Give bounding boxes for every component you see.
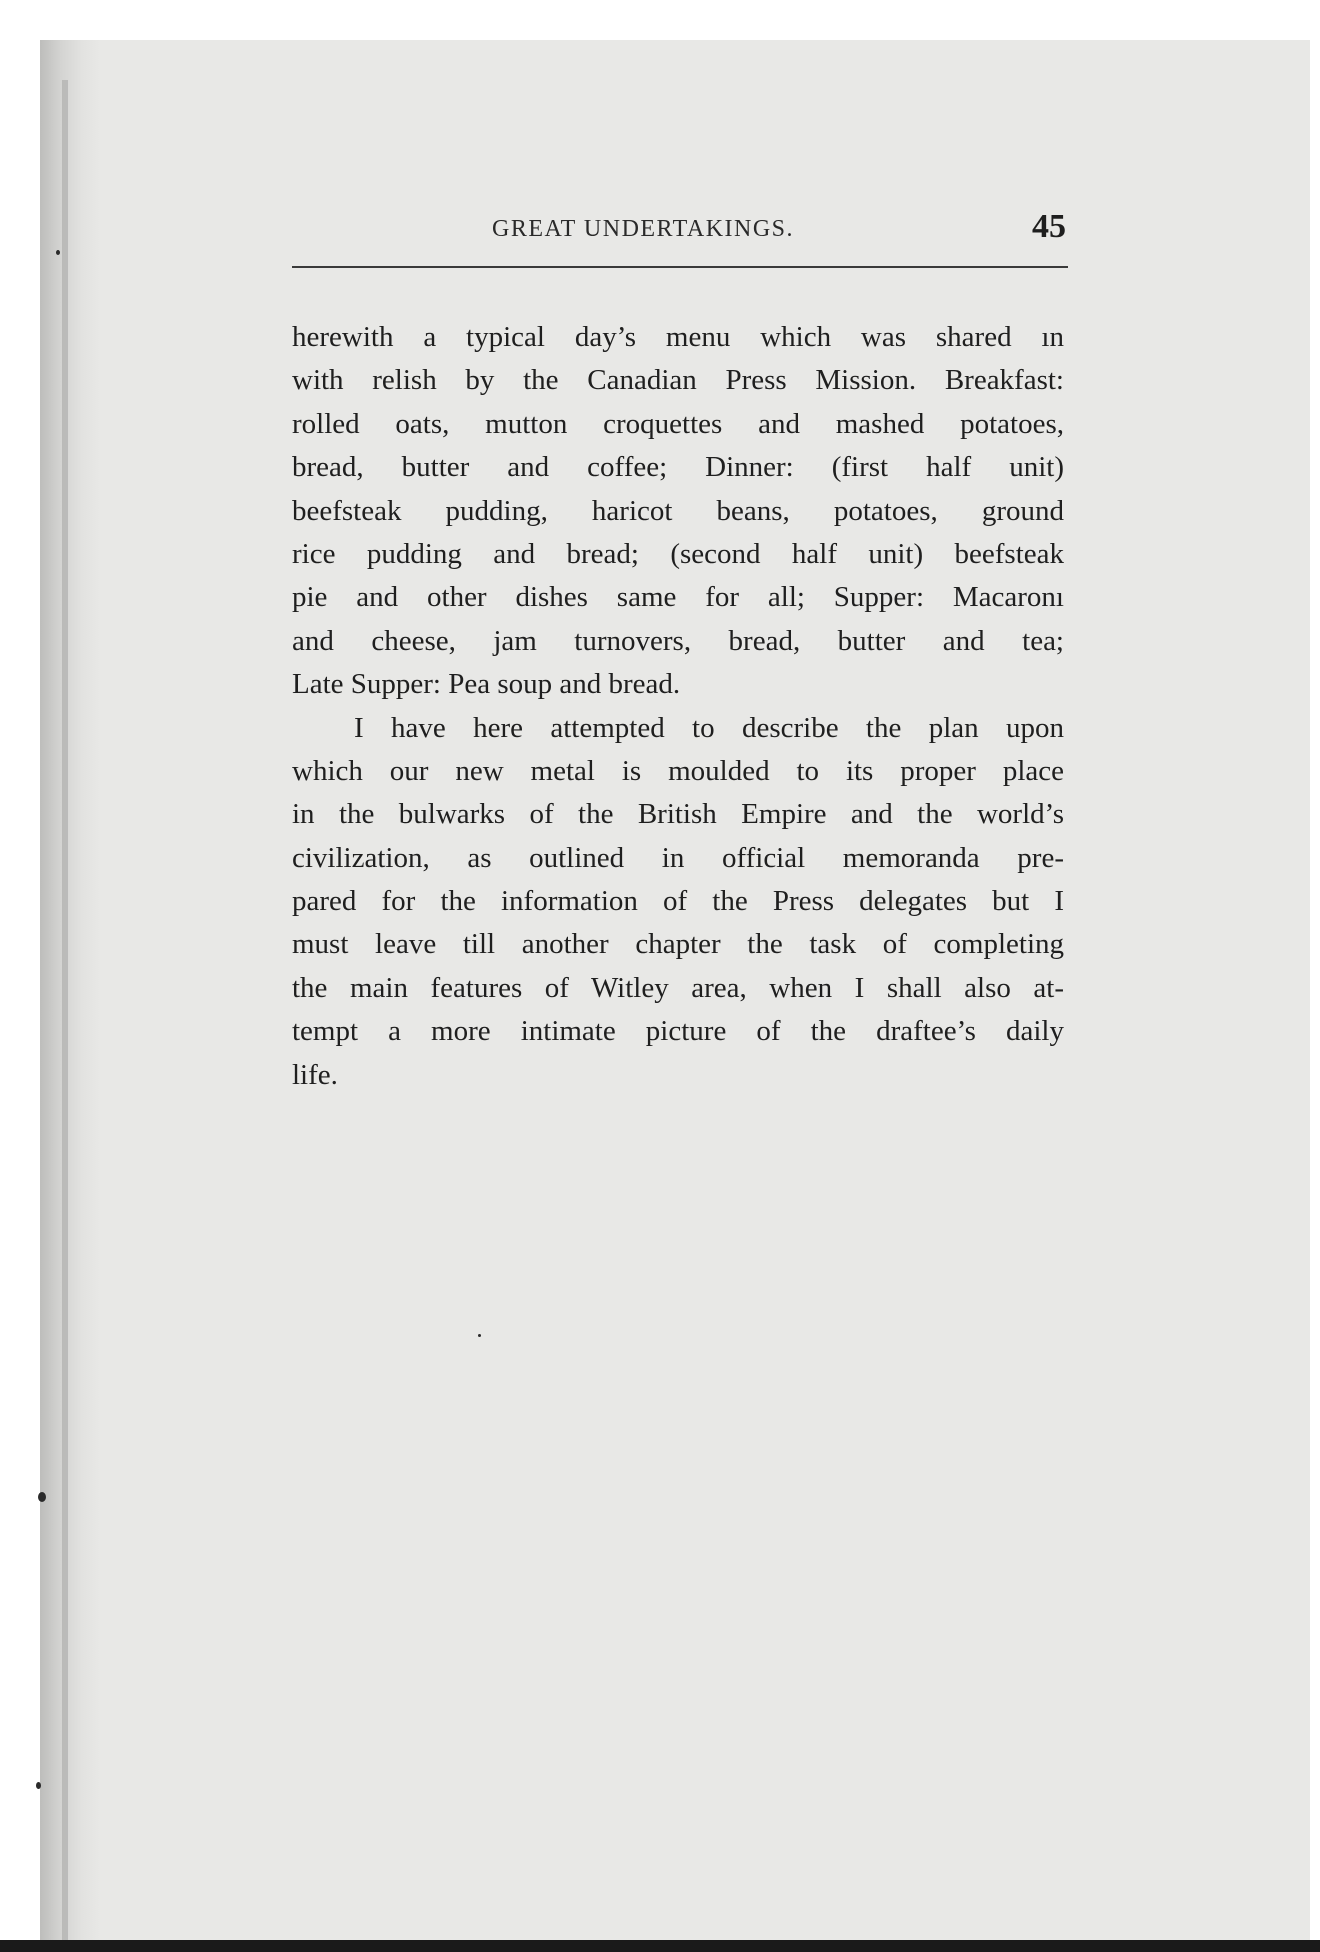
text-line: civilization, as outlined in official memoranda pre- [292, 841, 1064, 874]
binding-shadow [40, 40, 100, 1940]
speck-mark [36, 1782, 41, 1789]
text-line: which our new metal is moulded to its proper place [292, 754, 1064, 787]
text-line: I have here attempted to describe the plan upon [354, 711, 1064, 744]
text-line: tempt a more intimate picture of the draftee’s daily [292, 1015, 1064, 1048]
binding-edge [62, 80, 68, 1940]
page-number: 45 [1032, 208, 1066, 245]
text-line: pared for the information of the Press delegates but I [292, 885, 1064, 918]
paragraph [292, 707, 1064, 1098]
page-header [292, 208, 1068, 252]
text-line: pie and other dishes same for all; Supper: Macaronı [292, 581, 1064, 614]
text-line: and cheese, jam turnovers, bread, butter and tea; [292, 624, 1064, 657]
right-margin-strip [1310, 0, 1320, 1952]
header-rule [292, 266, 1068, 268]
text-line: rolled oats, mutton croquettes and mashed potatoes, [292, 407, 1064, 440]
speck-mark [56, 250, 60, 255]
text-line: must leave till another chapter the task of completing [292, 928, 1064, 961]
text-line: rice pudding and bread; (second half unit) beefsteak [292, 537, 1064, 570]
running-head: GREAT UNDERTAKINGS. [492, 216, 795, 242]
text-line: life. [292, 1058, 338, 1091]
speck-mark [38, 1492, 46, 1502]
text-line: the main features of Witley area, when I shall also at- [292, 971, 1064, 1004]
text-line: in the bulwarks of the British Empire and the world’s [292, 798, 1064, 831]
text-line: bread, butter and coffee; Dinner: (first half unit) [292, 451, 1064, 484]
text-line: beefsteak pudding, haricot beans, potatoes, ground [292, 494, 1064, 527]
scan-bottom-edge [0, 1940, 1320, 1952]
text-line: herewith a typical day’s menu which was shared ın [292, 321, 1064, 353]
text-line: with relish by the Canadian Press Mission. Breakfast: [292, 364, 1064, 397]
body-text [292, 316, 1064, 1097]
text-line: Late Supper: Pea soup and bread. [292, 668, 681, 701]
paragraph [292, 316, 1064, 707]
speck-mark [478, 1334, 481, 1337]
